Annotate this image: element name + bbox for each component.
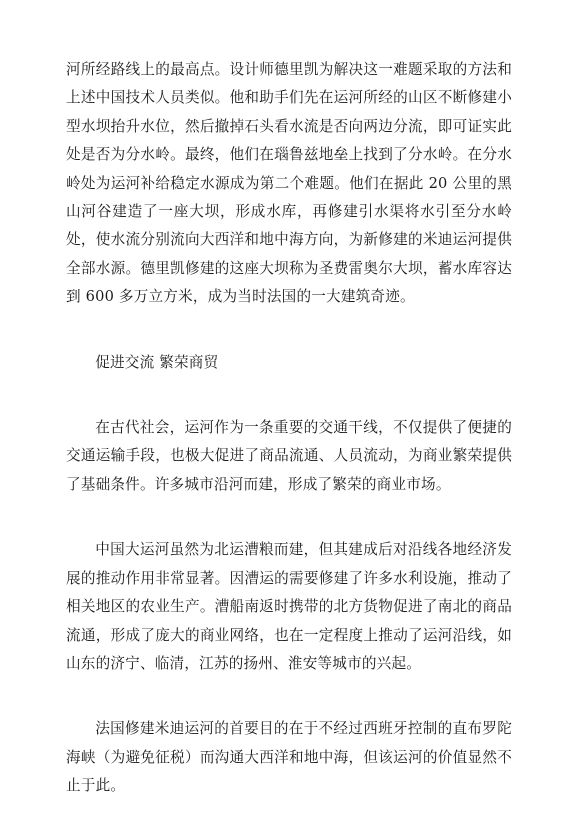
paragraph: 中国大运河虽然为北运漕粮而建，但其建成后对沿线各地经济发展的推动作用非常显著。因漕运的需要修建了许多水利设施，推动了相关地区的农业生产。漕船南返时携带的北方货物促进了南北的商品流通，形成了庞大的商业网络，也在一定程度上推动了运河沿线，如山东的济宁、临清，江苏的扬州、淮安等城市的兴起。 — [66, 541, 512, 672]
section-heading: 促进交流 繁荣商贸 — [95, 353, 219, 371]
paragraph: 法国修建米迪运河的首要目的在于不经过西班牙控制的直布罗陀海峡（为避免征税）而沟通大西洋和地中海，但该运河的价值显然不止于此。 — [66, 720, 512, 795]
paragraph: 在古代社会，运河作为一条重要的交通干线，不仅提供了便捷的交通运输手段，也极大促进了商品流通、人员流动，为商业繁荣提供了基础条件。许多城市沿河而建，形成了繁荣的商业市场。 — [66, 419, 512, 493]
paragraph-gap — [66, 678, 512, 715]
paragraph-gap — [66, 377, 512, 414]
document-page — [66, 56, 512, 801]
paragraph-gap — [66, 499, 512, 536]
paragraph-gap — [66, 312, 512, 349]
paragraph-continued: 河所经路线上的最高点。设计师德里凯为解决这一难题采取的方法和上述中国技术人员类似。他和助手们先在运河所经的山区不断修建小型水坝抬升水位，然后撤掉石头看水流是否向两边分流，即可证实此处是否为分水岭。最终，他们在瑙鲁兹地垒上找到了分水岭。在分水岭处为运河补给稳定水源成为第二个难题。他们在据此 20 公里的黑山河谷建造了一座大坝，形成水库，再修建引水渠将水引至分水岭处，使水流分别流向大西洋和地中海方向，为新修建的米迪运河提供全部水源。德里凯修建的这座大坝称为圣费雷奥尔大坝，蓄水库容达到 600 多万立方米，成为当时法国的一大建筑奇迹。 — [66, 61, 512, 306]
